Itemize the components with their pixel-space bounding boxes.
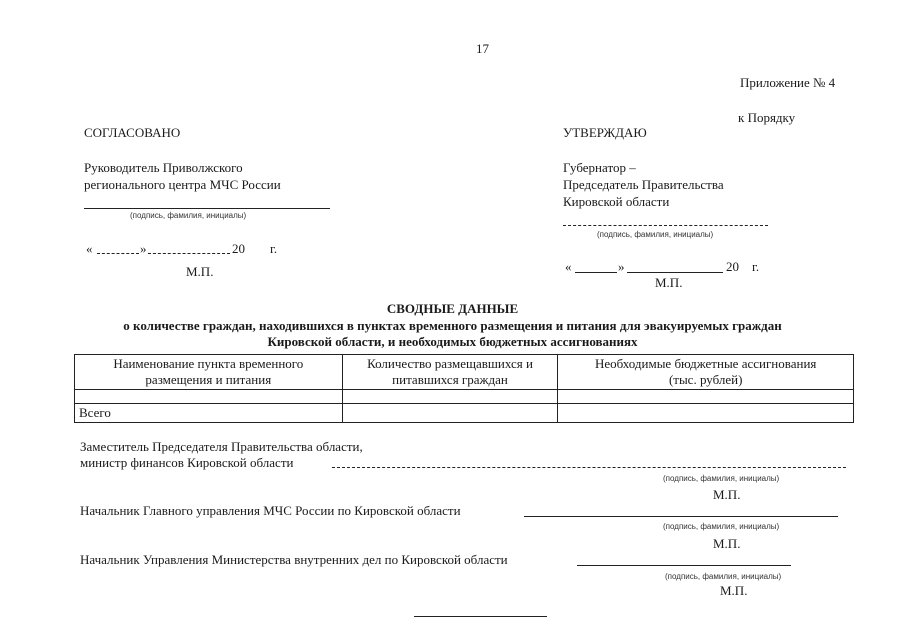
agreed-role-line1: Руководитель Приволжского bbox=[84, 160, 243, 175]
signatory-emergency-seal: М.П. bbox=[713, 536, 741, 551]
table-total-row bbox=[75, 404, 854, 423]
closing-rule bbox=[414, 616, 547, 617]
document-title: СВОДНЫЕ ДАННЫЕ bbox=[386, 301, 519, 316]
agreed-date-close: » bbox=[140, 241, 147, 256]
summary-table bbox=[74, 354, 854, 423]
column-header-citizen-count bbox=[342, 355, 558, 390]
signatory-finance-seal: М.П. bbox=[713, 487, 741, 502]
agreed-date-open: « bbox=[86, 241, 93, 256]
column-header-point-name-line2: размещения и питания bbox=[145, 372, 272, 387]
approved-heading: УТВЕРЖДАЮ bbox=[563, 125, 647, 140]
column-header-budget bbox=[558, 355, 854, 390]
signatory-interior-seal: М.П. bbox=[720, 583, 748, 598]
table-header-row bbox=[75, 355, 854, 390]
column-header-point-name-line1: Наименование пункта временного bbox=[113, 356, 304, 371]
signatory-interior-signature-line[interactable] bbox=[577, 565, 791, 566]
signatory-interior-line1: Начальник Управления Министерства внутренних дел по Кировской области bbox=[80, 552, 508, 567]
signatory-emergency-line1: Начальник Главного управления МЧС России по Кировской области bbox=[80, 503, 461, 518]
approved-date-suffix: г. bbox=[752, 259, 760, 274]
agreed-date-year: 20 bbox=[232, 241, 245, 256]
column-header-point-name bbox=[75, 355, 343, 390]
approved-seal: М.П. bbox=[655, 275, 683, 290]
agreed-heading: СОГЛАСОВАНО bbox=[84, 125, 181, 140]
agreed-signature-line[interactable] bbox=[84, 208, 330, 209]
agreed-seal: М.П. bbox=[186, 264, 214, 279]
signatory-emergency-hint: (подпись, фамилия, инициалы) bbox=[663, 522, 780, 531]
approved-date-month-field[interactable] bbox=[627, 272, 723, 273]
approved-date-year: 20 bbox=[726, 259, 739, 274]
document-subtitle-line1: о количестве граждан, находившихся в пунктах временного размещения и питания для эвакуируемых граждан bbox=[123, 318, 782, 333]
signatory-finance-signature-line[interactable] bbox=[332, 467, 846, 468]
approved-role-line2: Председатель Правительства bbox=[563, 177, 724, 192]
approved-date-day-field[interactable] bbox=[575, 272, 617, 273]
table-total-label: Всего bbox=[75, 404, 343, 423]
signatory-emergency-signature-line[interactable] bbox=[524, 516, 838, 517]
column-header-budget-line1: Необходимые бюджетные ассигнования bbox=[594, 356, 817, 371]
document-subtitle-line2: Кировской области, и необходимых бюджетных ассигнованиях bbox=[267, 334, 638, 349]
signatory-interior-hint: (подпись, фамилия, инициалы) bbox=[665, 572, 782, 581]
agreed-signature-hint: (подпись, фамилия, инициалы) bbox=[130, 211, 247, 220]
appendix-order-ref: к Порядку bbox=[738, 110, 796, 125]
approved-date-close: » bbox=[618, 259, 625, 274]
approved-signature-hint: (подпись, фамилия, инициалы) bbox=[597, 230, 714, 239]
table-total-citizen-count[interactable] bbox=[342, 404, 558, 423]
table-row bbox=[75, 390, 854, 404]
agreed-date-month-field[interactable] bbox=[148, 253, 230, 254]
column-header-citizen-count-line2: питавшихся граждан bbox=[392, 372, 508, 387]
table-cell-budget[interactable] bbox=[558, 390, 854, 404]
table-total-budget[interactable] bbox=[558, 404, 854, 423]
page-number: 17 bbox=[476, 41, 489, 56]
approved-date-open: « bbox=[565, 259, 572, 274]
approved-role-line3: Кировской области bbox=[563, 194, 670, 209]
table-cell-citizen-count[interactable] bbox=[342, 390, 558, 404]
signatory-finance-line1: Заместитель Председателя Правительства области, bbox=[80, 439, 363, 454]
appendix-number: Приложение № 4 bbox=[740, 75, 836, 90]
agreed-date-day-field[interactable] bbox=[97, 253, 139, 254]
approved-role-line1: Губернатор – bbox=[563, 160, 636, 175]
column-header-citizen-count-line1: Количество размещавшихся и bbox=[367, 356, 533, 371]
agreed-role-line2: регионального центра МЧС России bbox=[84, 177, 281, 192]
signatory-finance-line2: министр финансов Кировской области bbox=[80, 455, 294, 470]
agreed-date-suffix: г. bbox=[270, 241, 278, 256]
table-cell-point-name[interactable] bbox=[75, 390, 343, 404]
approved-signature-line[interactable] bbox=[563, 225, 768, 226]
signatory-finance-hint: (подпись, фамилия, инициалы) bbox=[663, 474, 780, 483]
column-header-budget-line2: (тыс. рублей) bbox=[668, 372, 743, 387]
